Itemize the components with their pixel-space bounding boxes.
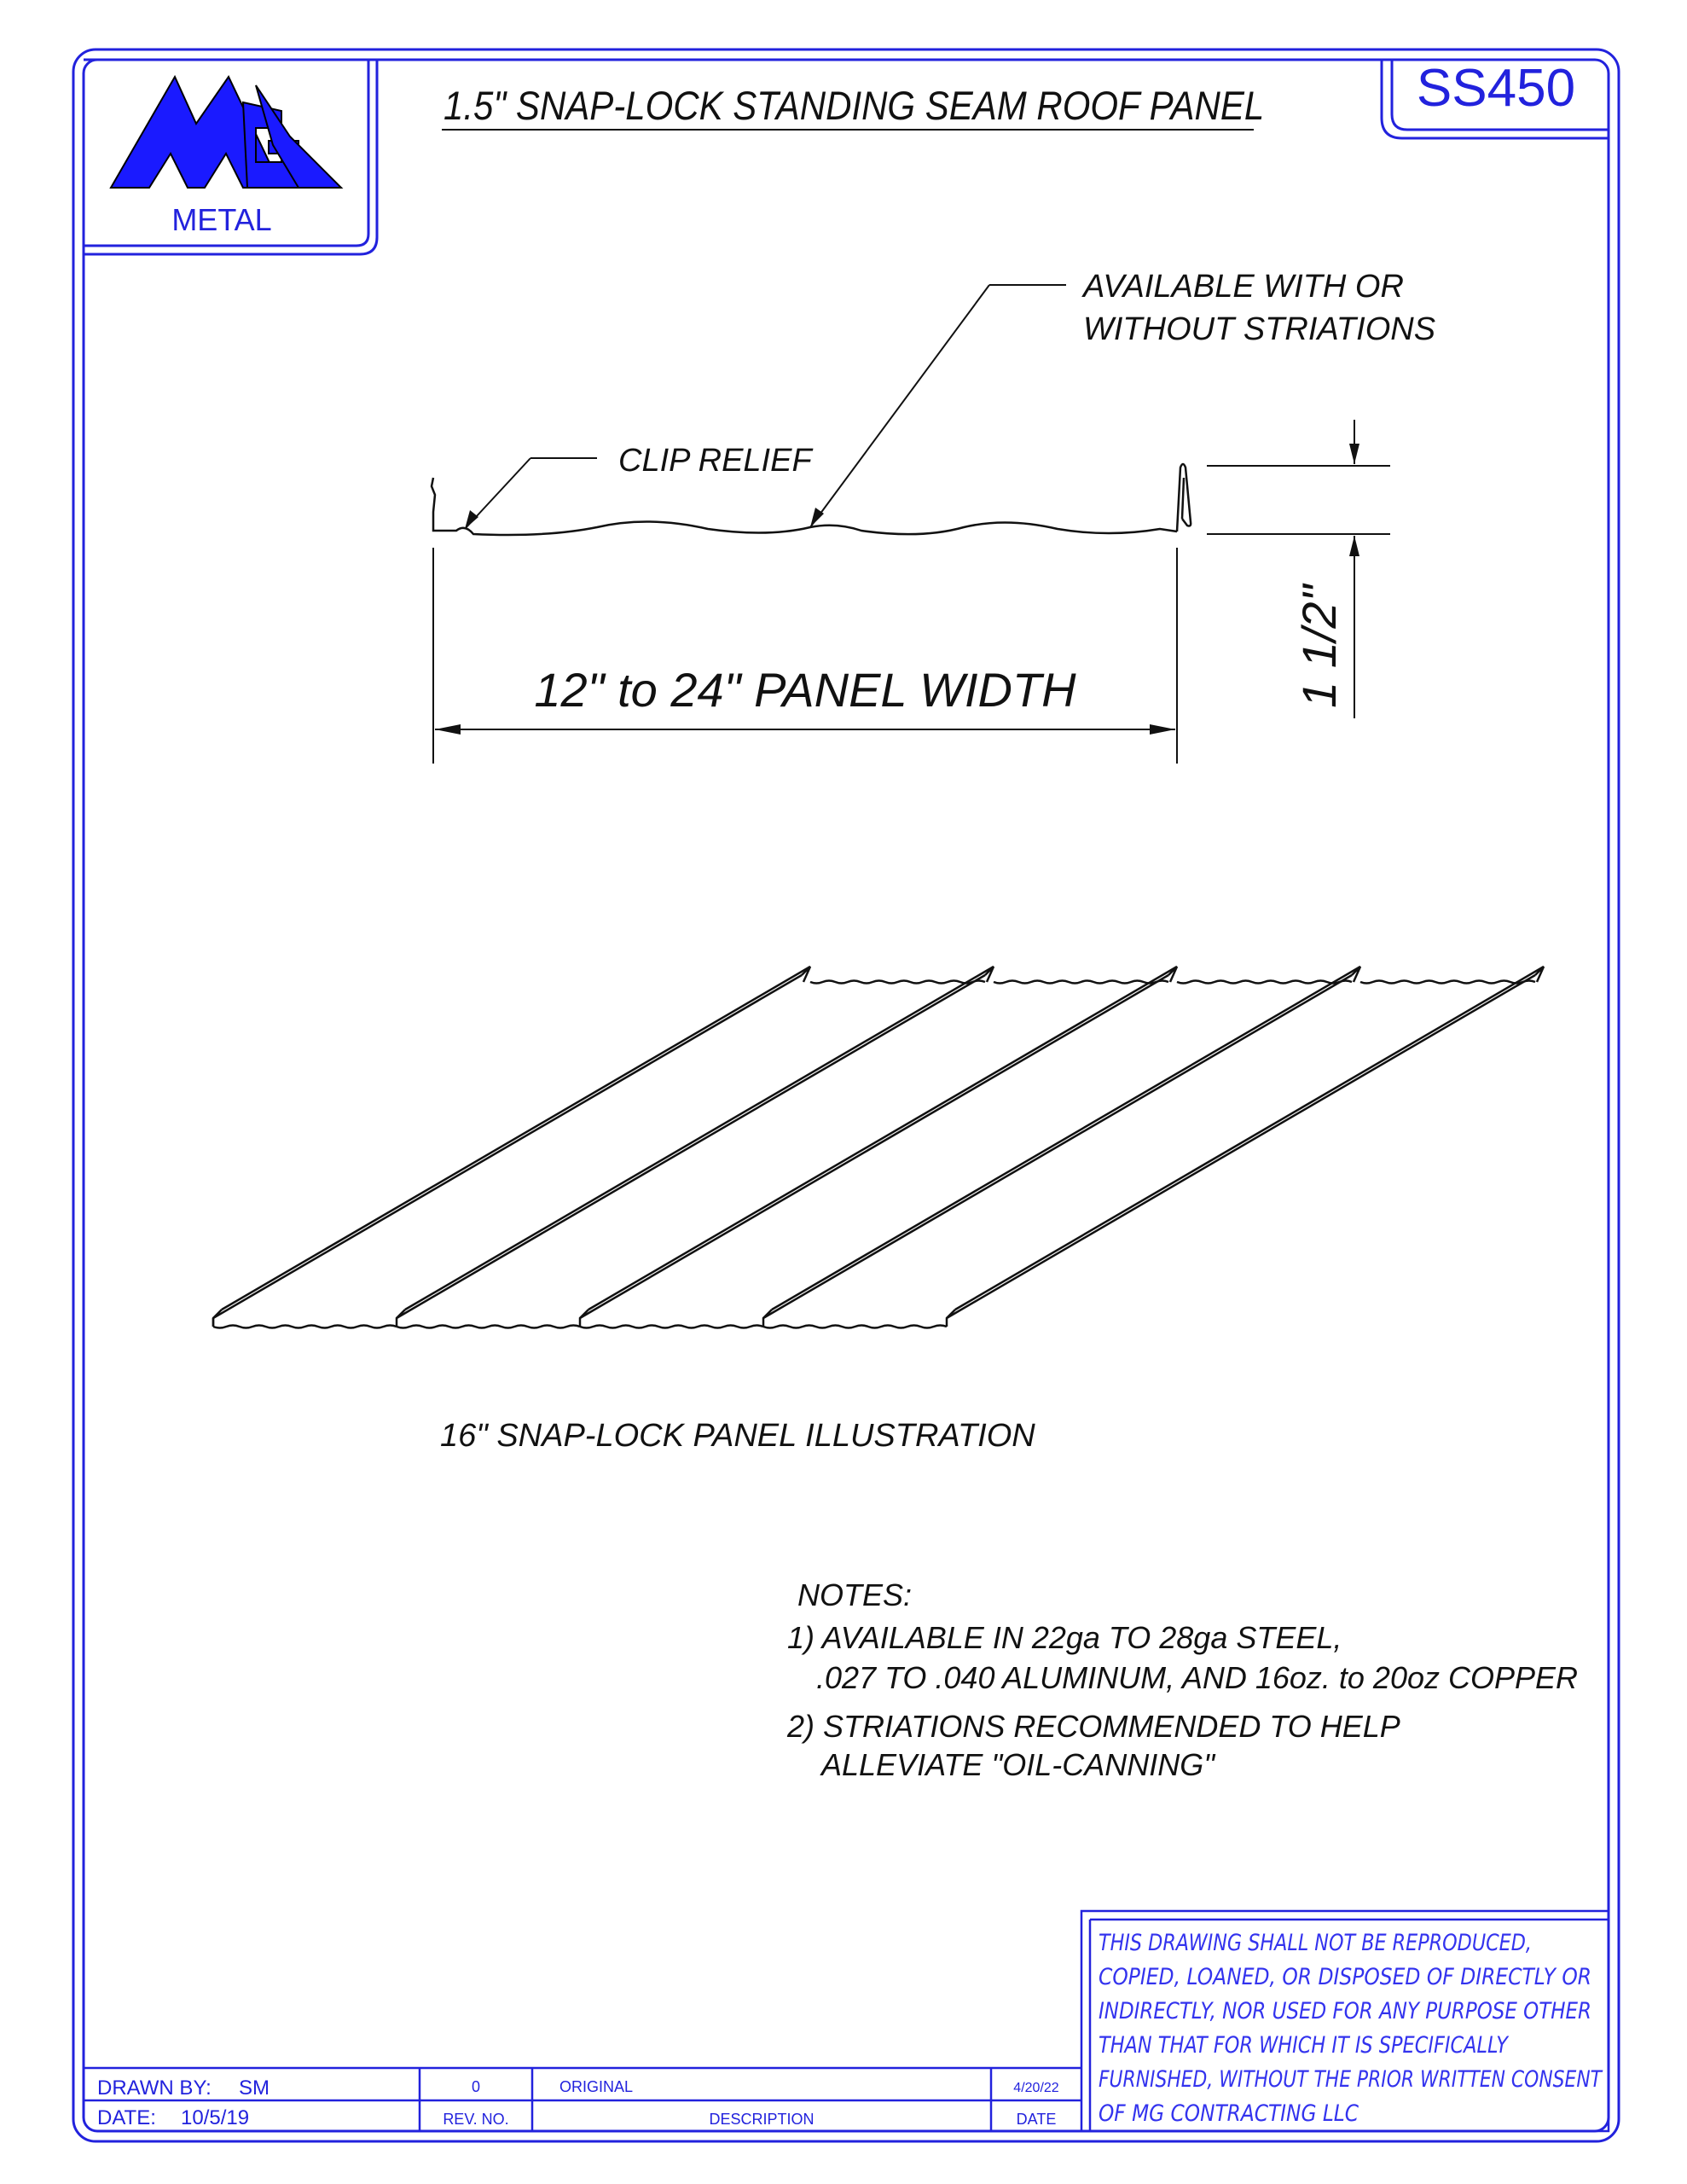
seam-rib-line-a <box>763 975 1352 1318</box>
disclaimer-line-6: OF MG CONTRACTING LLC <box>1099 2100 1359 2127</box>
disclaimer-line-1: THIS DRAWING SHALL NOT BE REPRODUCED, <box>1099 1930 1532 1956</box>
note-2-line-1: 2) STRIATIONS RECOMMENDED TO HELP <box>787 1709 1400 1744</box>
disclaimer-line-4: THAN THAT FOR WHICH IT IS SPECIFICALLY <box>1099 2032 1510 2059</box>
seam-rib-front-cap <box>213 1310 222 1327</box>
pan-back-edge <box>810 981 985 984</box>
seam-rib-line-b <box>955 967 1544 1310</box>
pan-front-edge <box>213 1326 397 1328</box>
drawing-title: 1.5" SNAP-LOCK STANDING SEAM ROOF PANEL <box>443 84 1265 129</box>
rev-date-header: DATE <box>1016 2111 1057 2128</box>
note-1-line-1: 1) AVAILABLE IN 22ga TO 28ga STEEL, <box>787 1620 1342 1655</box>
rev-no-value: 0 <box>471 2078 481 2095</box>
pan-back-edge <box>1177 981 1352 984</box>
rev-no-header: REV. NO. <box>443 2111 509 2128</box>
pan-front-edge <box>397 1326 580 1328</box>
pan-back-edge <box>994 981 1168 984</box>
date-value: 10/5/19 <box>181 2106 250 2129</box>
striation-callout-line2: WITHOUT STRIATIONS <box>1083 311 1436 347</box>
disclaimer-line-2: COPIED, LOANED, OR DISPOSED OF DIRECTLY OR <box>1099 1964 1591 1990</box>
seam-rib-line-a <box>397 975 985 1318</box>
seam-rib-line-a <box>580 975 1168 1318</box>
panel-width-arrow-left <box>435 724 461 735</box>
seam-height-arrow-bottom <box>1349 536 1359 556</box>
sheet-border <box>73 49 1619 2141</box>
panel-width-arrow-right <box>1150 724 1175 735</box>
seam-rib-front-cap <box>947 1310 955 1327</box>
seam-rib-line-b <box>405 967 994 1310</box>
striation-callout-line1: AVAILABLE WITH OR <box>1083 269 1404 305</box>
seam-height-arrow-top <box>1349 444 1359 464</box>
drawn-by-value: SM <box>239 2077 270 2100</box>
pan-front-edge <box>763 1326 947 1328</box>
seam-rib-line-b <box>772 967 1360 1310</box>
clip-relief-leader <box>465 458 597 529</box>
clip-relief-arrowhead <box>465 510 478 529</box>
seam-rib-line-b <box>222 967 810 1310</box>
illustration-caption: 16" SNAP-LOCK PANEL ILLUSTRATION <box>440 1418 1035 1454</box>
rev-date-value: 4/20/22 <box>1013 2081 1059 2095</box>
seam-rib-line-b <box>588 967 1177 1310</box>
seam-rib-front-cap <box>763 1310 772 1327</box>
logo-label: METAL <box>171 202 272 237</box>
clip-relief-callout: CLIP RELIEF <box>618 443 812 479</box>
notes-heading: NOTES: <box>797 1577 913 1612</box>
description-header: DESCRIPTION <box>709 2111 815 2128</box>
pan-back-edge <box>1360 981 1535 984</box>
disclaimer-block <box>1099 1930 1603 2127</box>
pan-front-edge <box>580 1326 763 1328</box>
seam-height-label: 1 1/2" <box>1292 584 1346 708</box>
date-label: DATE: <box>97 2106 156 2129</box>
striation-leader <box>810 285 1066 527</box>
note-2-line-2: ALLEVIATE "OIL-CANNING" <box>821 1747 1215 1782</box>
disclaimer-line-5: FURNISHED, WITHOUT THE PRIOR WRITTEN CONSENT <box>1099 2066 1604 2093</box>
notes-block <box>786 1577 1578 1782</box>
description-value: ORIGINAL <box>559 2078 634 2095</box>
seam-rib-line-a <box>947 975 1535 1318</box>
panel-width-dimension <box>433 548 1177 764</box>
seam-rib-front-cap <box>580 1310 588 1327</box>
seam-rib-front-cap <box>397 1310 405 1327</box>
panel-width-label: 12" to 24" PANEL WIDTH <box>534 663 1076 717</box>
note-1-line-2: .027 TO .040 ALUMINUM, AND 16oz. to 20oz COPPER <box>816 1660 1579 1695</box>
panel-isometric-illustration <box>213 967 1544 1328</box>
drawing-number: SS450 <box>1416 59 1576 118</box>
seam-rib-line-a <box>213 975 802 1318</box>
drawn-by-label: DRAWN BY: <box>97 2077 212 2100</box>
mg-logo <box>111 77 341 188</box>
disclaimer-line-3: INDIRECTLY, NOR USED FOR ANY PURPOSE OTHER <box>1099 1998 1591 2024</box>
